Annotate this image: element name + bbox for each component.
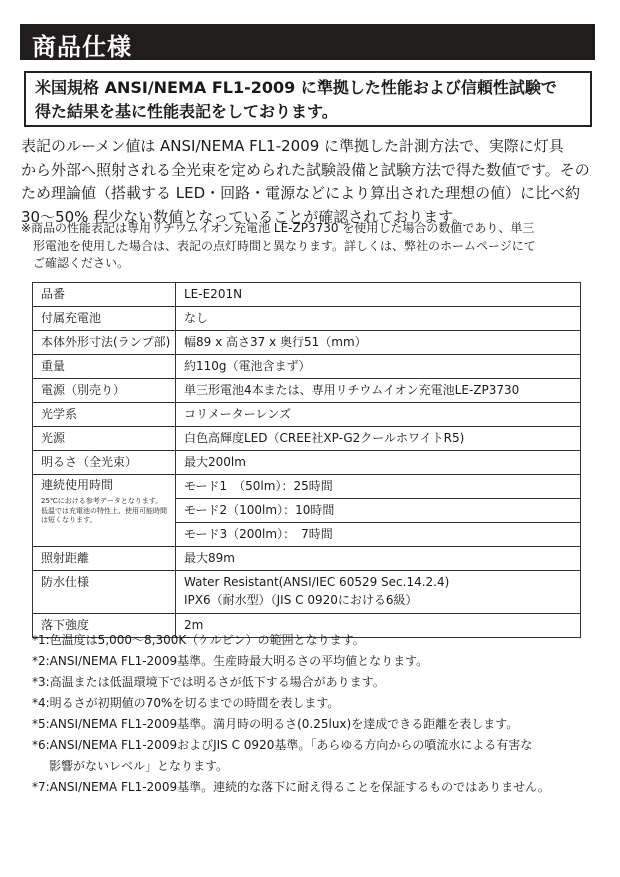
footnote: *4:明るさが初期値の70%を切るまでの時間を表します。 (32, 696, 340, 710)
spec-value: 最大200lm (176, 451, 581, 475)
spec-label: 落下強度 (33, 614, 176, 638)
headline-box (24, 71, 592, 127)
spec-label: 光源 (33, 427, 176, 451)
footnotes (32, 630, 602, 798)
footnote: *2:ANSI/NEMA FL1-2009基準。生産時最大明るさの平均値となります。 (32, 654, 429, 668)
section-title-bar (20, 24, 595, 60)
footnote: 影響がないレベル」となります。 (49, 759, 229, 773)
spec-value: なし (176, 307, 581, 331)
spec-label: 光学系 (33, 403, 176, 427)
runtime-note: 25℃における参考データとなります。低温では充電池の特性上、使用可能時間は短くなります。 (41, 497, 167, 524)
footnote: *5:ANSI/NEMA FL1-2009基準。満月時の明るさ(0.25lux)を達成できる距離を表します。 (32, 717, 519, 731)
water-value-2: IPX6（耐水型）（JIS C 0920における6級） (184, 593, 418, 607)
spec-label: 照射距離 (33, 547, 176, 571)
intro-line: から外部へ照射される全光束を定められた試験設備と試験方法で得た数値です。その (21, 160, 590, 179)
footnote: *1:色温度は5,000〜8,300K（ケルビン）の範囲となります。 (32, 633, 365, 647)
spec-value-water (176, 571, 581, 614)
mode-value: モード3（200lm）： 7時間 (176, 523, 581, 547)
table-row (33, 379, 581, 403)
headline-line-1: 米国規格 ANSI/NEMA FL1-2009 に準拠した性能および信頼性試験で (35, 78, 557, 97)
spec-label: 明るさ（全光束） (33, 451, 176, 475)
note-line: ご確認ください。 (33, 256, 130, 270)
table-row (33, 427, 581, 451)
table-row (33, 547, 581, 571)
battery-note (21, 220, 599, 273)
table-row (33, 403, 581, 427)
intro-line: 表記のルーメン値は ANSI/NEMA FL1-2009 に準拠した計測方法で、実際に灯具 (21, 137, 564, 155)
spec-label: 品番 (33, 283, 176, 307)
spec-label: 付属充電池 (33, 307, 176, 331)
note-line: ※商品の性能表記は専用リチウムイオン充電池 LE-ZP3730 を使用した場合の数値であり、単三 (21, 221, 535, 235)
table-row (33, 331, 581, 355)
spec-value: 単三形電池4本または、専用リチウムイオン充電池LE-ZP3730 (176, 379, 581, 403)
spec-value: 白色高輝度LED（CREE社XP-G2クールホワイトR5) (176, 427, 581, 451)
spec-value: コリメーターレンズ (176, 403, 581, 427)
spec-value: 2m (176, 614, 581, 638)
spec-label: 本体外形寸法(ランプ部) (33, 331, 176, 355)
table-row (33, 475, 581, 499)
headline-line-2: 得た結果を基に性能表記をしております。 (35, 102, 338, 121)
intro-line: 30〜50% 程少ない数値となっていることが確認されております。 (21, 207, 467, 226)
runtime-label: 連続使用時間 (41, 478, 114, 492)
footnote: *6:ANSI/NEMA FL1-2009およびJIS C 0920基準。「あらゆる方向からの噴流水による有害な (32, 738, 533, 752)
table-row (33, 307, 581, 331)
note-line: 形電池を使用した場合は、表記の点灯時間と異なります。詳しくは、弊社のホームページにて (33, 238, 536, 253)
spec-table (32, 282, 581, 638)
table-row (33, 355, 581, 379)
spec-label: 電源（別売り） (33, 379, 176, 403)
intro-paragraph (21, 135, 599, 229)
spec-value: 約110g（電池含まず） (176, 355, 581, 379)
section-title: 商品仕様 (32, 33, 132, 61)
spec-label: 重量 (33, 355, 176, 379)
mode-value: モード1 （50lm）：25時間 (176, 475, 581, 499)
table-row (33, 451, 581, 475)
table-row (33, 571, 581, 614)
footnote: *3:高温または低温環境下では明るさが低下する場合があります。 (32, 675, 385, 689)
mode-value: モード2（100lm）：10時間 (176, 499, 581, 523)
spec-value: 幅89 x 高さ37 x 奥行51（mm） (176, 331, 581, 355)
water-value-1: Water Resistant(ANSI/IEC 60529 Sec.14.2.4) (184, 575, 450, 589)
intro-line: ため理論値（搭載する LED・回路・電源などにより算出された理想の値）に比べ約 (21, 184, 581, 202)
spec-label-runtime (33, 475, 176, 547)
table-row (33, 283, 581, 307)
spec-value: LE-E201N (176, 283, 581, 307)
footnote: *7:ANSI/NEMA FL1-2009基準。連続的な落下に耐え得ることを保証するものではありません。 (32, 780, 550, 794)
spec-label: 防水仕様 (33, 571, 176, 614)
spec-value: 最大89m (176, 547, 581, 571)
